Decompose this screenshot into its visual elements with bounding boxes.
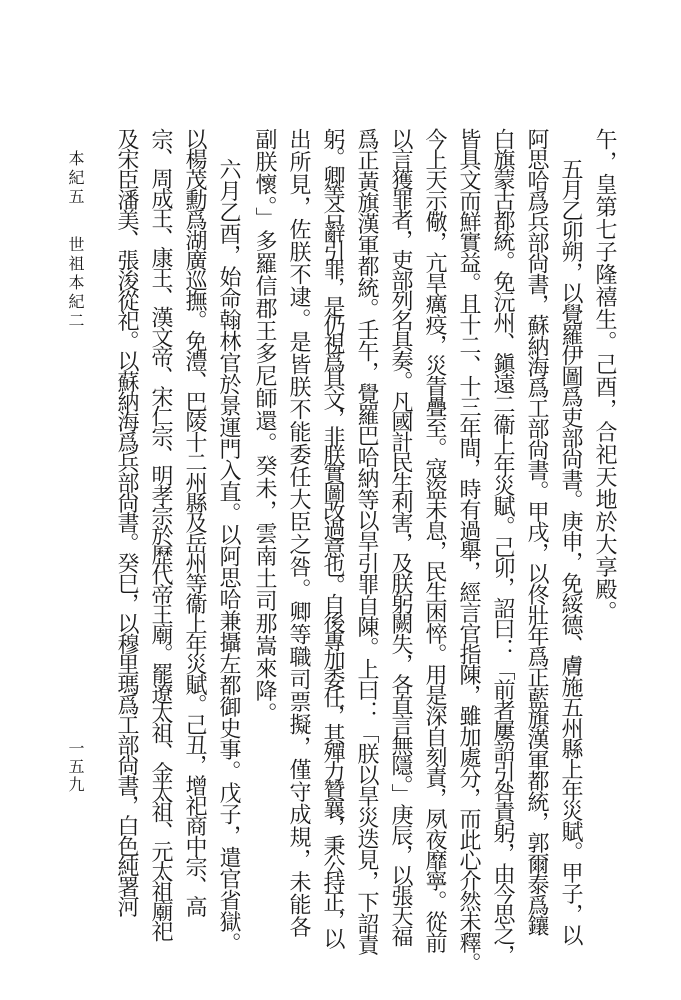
text-column-3: 阿思哈爲兵部尙書，蘇納海爲工部尙書。甲戌，以佟壯年爲正藍旗漢軍都統，郭爾泰爲鑲 [524,128,549,936]
text-column-11: 副朕懷。」多羅信郡王多尼師還。癸未，雲南土司那嵩來降。 [252,128,277,725]
text-column-8: 爲正黃旗漢軍都統。壬午，覺羅巴哈納等以旱引罪自陳。上曰：「朕以旱災迭見，下詔責 [354,128,379,955]
text-column-10: 出所見，佐朕不逮。是皆朕不能委任大臣之咎。卿等職司票擬，僅守成規，未能各 [286,128,311,938]
text-column-5: 皆具文而鮮實益。且十二、十三年間，時有過舉，經言官指陳，雖加處分，而此心介然未釋。 [456,128,481,973]
text-column-13: 以楊茂勳爲湖廣巡撫。免澧、巴陵十二州縣及岳州等衞上年災賦。己丑，增祀商中宗、高 [182,128,207,916]
text-column-7: 以言獲罪者，吏部列名具奏。凡國計民生利害，及朕躬闕失，各直言無隱。」庚辰，以張天福 [388,128,413,946]
text-column-12: 六月乙酉，始命翰林官於景運門入直。以阿思哈兼攝左都御史事。戊子，遣官省獄。 [216,158,241,954]
text-column-15: 及宋臣潘美、張浚從祀。以蘇納海爲兵部尙書。癸巳，以穆里瑪爲工部尙書，白色純署河 [114,128,139,916]
text-column-14: 宗、周成王、康王、漢文帝、宋仁宗、明孝宗於歷代帝王廟。罷遼太祖、金太祖、元太祖廟祀 [148,128,173,940]
chapter-label: 世祖本紀二 [66,236,85,331]
text-column-6: 今上天示儆，亢旱癘疫，災眚疊至。寇盜未息，民生困悴。用是深自刻責，夙夜靡寧。從前 [422,128,447,953]
text-column-4: 白旗蒙古都統。免沅州、鎭遠二衞上年災賦。己卯，詔曰：「前者屢詔引咎責躬，由今思之， [490,128,515,965]
text-column-9: 躬。卿等合辭引罪，是仍視爲具文，非朕實圖改過意也。自後專加委任，其殫力贊襄，秉公持正，以 [320,128,345,947]
text-column-2: 五月乙卯朔，以覺羅伊圖爲吏部尙書。庚申，免綏德、膚施五州縣上年災賦。甲子，以 [558,158,583,945]
page-number: 一五九 [66,740,85,794]
text-column-1: 午，皇第七子隆禧生。己酉，合祀天地於大享殿。 [592,128,617,623]
section-label: 本紀五 [66,150,85,207]
